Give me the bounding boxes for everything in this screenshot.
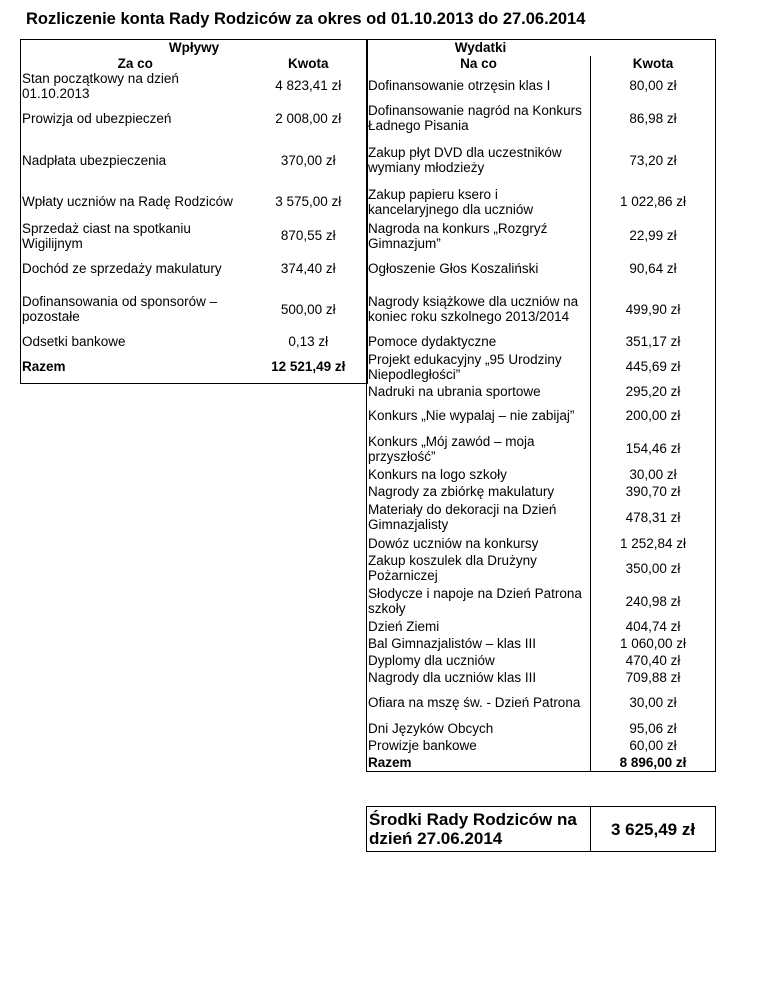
expense-row-label: Dowóz uczniów na konkursy (367, 535, 591, 552)
expense-row-label: Zakup papieru ksero i kancelaryjnego dla uczniów (367, 185, 591, 219)
income-row-amount: 2 008,00 zł (275, 110, 342, 126)
expense-row-amount: 30,00 zł (629, 466, 677, 482)
expense-row-amount: 240,98 zł (625, 593, 681, 609)
expense-row-amount: 470,40 zł (625, 652, 681, 668)
expense-row (367, 350, 716, 384)
income-col-amount-header: Kwota (288, 55, 329, 71)
income-row (21, 71, 368, 101)
expense-row-amount: 154,46 zł (625, 441, 681, 456)
document-title: Rozliczenie konta Rady Rodziców za okres od 01.10.2013 do 27.06.2014 (26, 10, 586, 28)
expense-row-label: Materiały do dekoracji na Dzień Gimnazjalisty (367, 500, 591, 535)
expense-row-amount: 95,06 zł (629, 720, 677, 736)
expense-row-label: Dyplomy dla uczniów (367, 652, 591, 669)
expense-row-amount: 295,20 zł (625, 384, 681, 399)
expense-row-amount: 499,90 zł (625, 301, 681, 317)
expense-row-amount: 404,74 zł (625, 618, 681, 634)
income-row (21, 101, 368, 136)
expense-row-label: Dzień Ziemi (367, 618, 591, 635)
expense-row-label: Ofiara na mszę św. - Dzień Patrona (367, 686, 591, 720)
summary-label: Środki Rady Rodziców na dzień 27.06.2014 (367, 807, 591, 852)
expense-row-label: Konkurs „Nie wypalaj – nie zabijaj” (367, 400, 591, 432)
expense-row (367, 384, 716, 400)
expense-row-label: Nagrody dla uczniów klas III (367, 669, 591, 686)
expense-row (367, 500, 716, 535)
expense-row-amount: 445,69 zł (625, 359, 681, 374)
expense-row (367, 669, 716, 686)
expense-row (367, 253, 716, 285)
expense-row-amount: 350,00 zł (625, 560, 681, 576)
expense-row (367, 101, 716, 136)
income-row-amount: 500,00 zł (280, 301, 336, 317)
expense-row-label: Ogłoszenie Głos Koszaliński (367, 253, 591, 285)
summary-table (366, 806, 716, 852)
expense-row (367, 71, 716, 101)
income-row-label: Dochód ze sprzedaży makulatury (22, 261, 222, 276)
expense-row-amount: 1 022,86 zł (619, 194, 687, 209)
expense-row-amount: 1 060,00 zł (619, 635, 687, 651)
expense-total-label: Razem (367, 754, 591, 772)
income-row-label: Stan początkowy na dzień 01.10.2013 (22, 70, 179, 101)
expense-row (367, 652, 716, 669)
income-total-row (21, 350, 368, 384)
expense-row-label: Dni Języków Obcych (367, 720, 591, 737)
expense-row-amount: 90,64 zł (629, 261, 677, 276)
income-row-label: Wpłaty uczniów na Radę Rodziców (22, 194, 233, 209)
expense-row (367, 334, 716, 350)
expense-row-amount: 22,99 zł (629, 228, 677, 243)
expense-row-label: Prowizje bankowe (367, 737, 591, 754)
expense-row-amount: 60,00 zł (629, 737, 677, 753)
expense-row (367, 552, 716, 585)
expense-row-label: Bal Gimnazjalistów – klas III (367, 635, 591, 652)
expense-row-label: Nagrody za zbiórkę makulatury (367, 483, 591, 500)
expense-row (367, 635, 716, 652)
expense-total-row (367, 754, 716, 772)
income-section-header: Wpływy (168, 40, 220, 56)
expense-row (367, 618, 716, 635)
summary-amount: 3 625,49 zł (610, 819, 696, 839)
expense-row-amount: 200,00 zł (625, 408, 681, 423)
income-row-label: Sprzedaż ciast na spotkaniu Wigilijnym (22, 220, 191, 251)
income-row (21, 185, 368, 219)
expense-row-label: Konkurs „Mój zawód – moja przyszłość” (367, 432, 591, 466)
income-row (21, 334, 368, 350)
expense-row (367, 535, 716, 552)
income-row (21, 253, 368, 285)
income-row-amount: 870,55 zł (280, 228, 336, 243)
expense-row-label: Nagrody książkowe dla uczniów na koniec roku szkolnego 2013/2014 (367, 285, 591, 334)
income-row-amount: 3 575,00 zł (275, 194, 342, 209)
expense-row-label: Dofinansowanie otrzęsin klas I (367, 71, 591, 101)
expense-row (367, 720, 716, 737)
expense-row-label: Dofinansowanie nagród na Konkurs Ładnego Pisania (367, 101, 591, 136)
expense-row (367, 585, 716, 618)
expense-row (367, 483, 716, 500)
expense-row (367, 136, 716, 185)
expense-row (367, 686, 716, 720)
expense-row (367, 432, 716, 466)
expense-row-label: Zakup płyt DVD dla uczestników wymiany młodzieży (367, 136, 591, 185)
expense-row-amount: 30,00 zł (629, 695, 677, 710)
expense-row (367, 219, 716, 253)
expense-row-amount: 86,98 zł (629, 110, 677, 126)
expense-row-label: Nagroda na konkurs „Rozgryź Gimnazjum” (367, 219, 591, 253)
income-total-label: Razem (22, 358, 66, 374)
expenses-col-amount-header: Kwota (632, 55, 674, 71)
expense-row-amount: 73,20 zł (629, 152, 677, 168)
income-row-amount: 370,00 zł (280, 152, 336, 168)
expense-row-amount: 709,88 zł (625, 669, 681, 685)
income-row (21, 136, 368, 185)
income-row-amount: 374,40 zł (280, 261, 336, 276)
income-row-amount: 0,13 zł (288, 334, 329, 349)
expense-row (367, 400, 716, 432)
expenses-section-header: Wydatki (454, 40, 507, 56)
expense-row-amount: 351,17 zł (625, 334, 681, 349)
income-row (21, 285, 368, 334)
expense-total-amount: 8 896,00 zł (619, 754, 687, 770)
income-row-label: Dofinansowania od sponsorów – pozostałe (22, 294, 218, 324)
expense-row (367, 737, 716, 754)
expense-row-amount: 1 252,84 zł (619, 535, 687, 551)
expenses-col-item-header: Na co (367, 56, 591, 71)
income-row-label: Odsetki bankowe (22, 334, 126, 349)
expense-row-label: Zakup koszulek dla Drużyny Pożarniczej (367, 552, 591, 585)
expense-row-label: Projekt edukacyjny „95 Urodziny Niepodległości” (367, 350, 591, 384)
income-row (21, 219, 368, 253)
income-col-item-header: Za co (117, 55, 153, 71)
expense-row-label: Konkurs na logo szkoły (367, 466, 591, 483)
expense-row (367, 466, 716, 483)
expense-row-label: Słodycze i napoje na Dzień Patrona szkoły (367, 585, 591, 618)
expense-row-label: Nadruki na ubrania sportowe (367, 384, 591, 400)
expense-row-amount: 478,31 zł (625, 509, 681, 525)
expenses-table (366, 39, 716, 772)
expense-row-amount: 80,00 zł (629, 78, 677, 93)
expense-row-amount: 390,70 zł (625, 483, 681, 499)
income-table (20, 39, 368, 384)
income-row-amount: 4 823,41 zł (275, 78, 342, 93)
income-total-amount: 12 521,49 zł (271, 358, 346, 374)
expense-row (367, 285, 716, 334)
expense-row-label: Pomoce dydaktyczne (367, 334, 591, 350)
income-row-label: Nadpłata ubezpieczenia (22, 152, 167, 168)
income-row-label: Prowizja od ubezpieczeń (22, 110, 172, 126)
expense-row (367, 185, 716, 219)
